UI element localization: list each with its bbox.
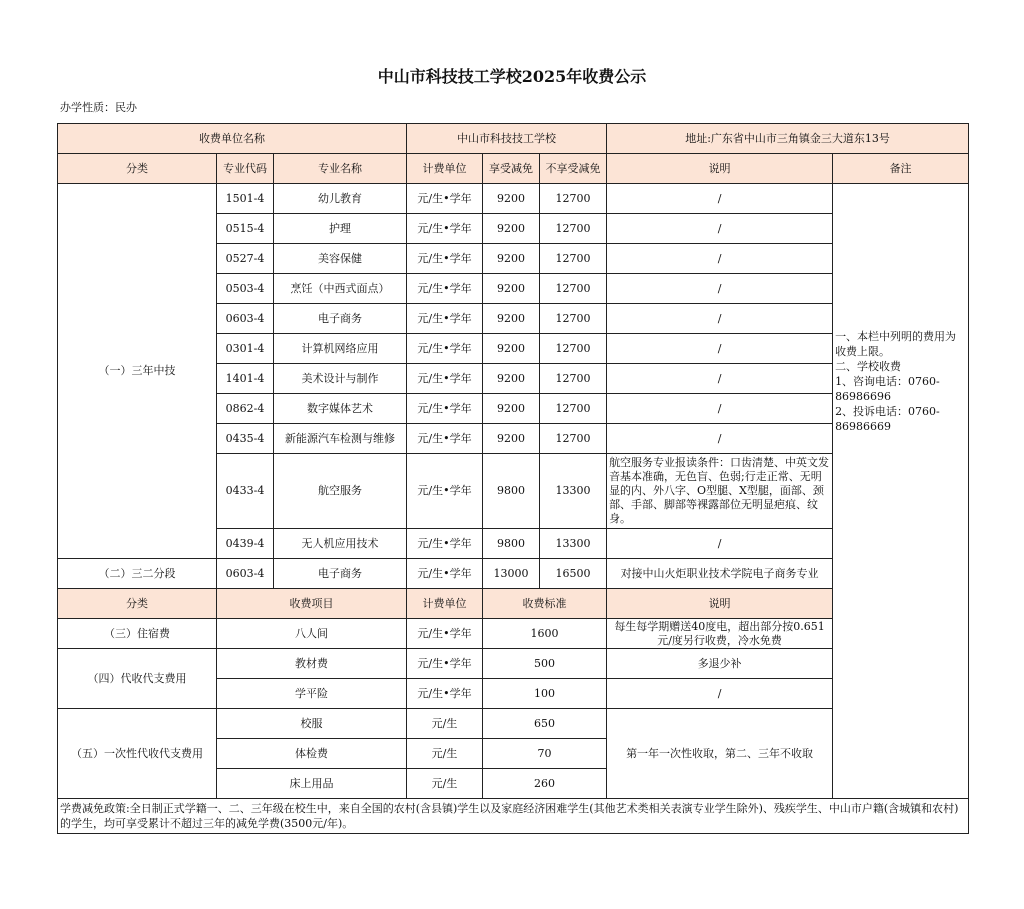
not-reduced-fee: 12700 (540, 364, 607, 394)
fee-reduction-policy: 学费减免政策:全日制正式学籍一、二、三年级在校生中，来自全国的农村(含县镇)学生以及家庭经济困难学生(其他艺术类相关表演专业学生除外)、残疾学生、中山市户籍(含城镇和农村)的学生，均可享受累计不超过三年的减免学费(3500元/年)。 (58, 799, 969, 834)
billing-unit: 元/生•学年 (407, 304, 483, 334)
not-reduced-fee: 16500 (540, 559, 607, 589)
fee-table (57, 123, 969, 834)
description: / (607, 334, 833, 364)
remark-notes: 一、本栏中列明的费用为收费上限。 二、学校收费 1、咨询电话：0760-86986696 2、投诉电话：0760-86986669 (833, 184, 969, 799)
policy-row (58, 799, 969, 834)
billing-unit: 元/生•学年 (407, 619, 483, 649)
billing-unit: 元/生 (407, 769, 483, 799)
col-reduced: 享受减免 (483, 154, 540, 184)
section-label: （四）代收代支费用 (58, 649, 217, 709)
reduced-fee: 9200 (483, 214, 540, 244)
major-code: 1401-4 (217, 364, 274, 394)
section-label: （二）三二分段 (58, 559, 217, 589)
reduced-fee: 9200 (483, 394, 540, 424)
billing-unit: 元/生•学年 (407, 679, 483, 709)
billing-unit: 元/生•学年 (407, 529, 483, 559)
description: / (607, 304, 833, 334)
fee-item: 教材费 (217, 649, 407, 679)
col-category-2: 分类 (58, 589, 217, 619)
major-code: 0301-4 (217, 334, 274, 364)
major-name: 电子商务 (274, 304, 407, 334)
billing-unit: 元/生•学年 (407, 559, 483, 589)
not-reduced-fee: 12700 (540, 214, 607, 244)
reduced-fee: 13000 (483, 559, 540, 589)
major-code: 0862-4 (217, 394, 274, 424)
col-remark: 备注 (833, 154, 969, 184)
reduced-fee: 9200 (483, 304, 540, 334)
billing-unit: 元/生•学年 (407, 184, 483, 214)
col-item: 收费项目 (217, 589, 407, 619)
fee-item: 校服 (217, 709, 407, 739)
major-name: 电子商务 (274, 559, 407, 589)
major-code: 0439-4 (217, 529, 274, 559)
description: / (607, 424, 833, 454)
major-code: 0503-4 (217, 274, 274, 304)
table-row (58, 649, 969, 679)
table-row (58, 619, 969, 649)
billing-unit: 元/生•学年 (407, 274, 483, 304)
not-reduced-fee: 12700 (540, 184, 607, 214)
billing-unit: 元/生•学年 (407, 649, 483, 679)
school-nature: 办学性质：民办 (60, 101, 137, 114)
column-header-row-2 (58, 589, 969, 619)
billing-unit: 元/生•学年 (407, 214, 483, 244)
description: / (607, 274, 833, 304)
description: / (607, 244, 833, 274)
page-title: 中山市科技技工学校2025年收费公示 (377, 67, 647, 86)
col-standard: 收费标准 (483, 589, 607, 619)
unit-label: 收费单位名称 (58, 124, 407, 154)
description: / (607, 394, 833, 424)
fee-item: 八人间 (217, 619, 407, 649)
description: / (607, 214, 833, 244)
section-label: （五）一次性代收代支费用 (58, 709, 217, 799)
billing-unit: 元/生•学年 (407, 364, 483, 394)
billing-unit: 元/生 (407, 709, 483, 739)
not-reduced-fee: 12700 (540, 274, 607, 304)
description: 多退少补 (607, 649, 833, 679)
reduced-fee: 9200 (483, 424, 540, 454)
major-name: 数字媒体艺术 (274, 394, 407, 424)
description: 每生每学期赠送40度电，超出部分按0.651元/度另行收费，冷水免费 (607, 619, 833, 649)
col-not-reduced: 不享受减免 (540, 154, 607, 184)
major-name: 新能源汽车检测与维修 (274, 424, 407, 454)
major-code: 0603-4 (217, 559, 274, 589)
billing-unit: 元/生•学年 (407, 394, 483, 424)
not-reduced-fee: 13300 (540, 529, 607, 559)
not-reduced-fee: 12700 (540, 304, 607, 334)
billing-unit: 元/生 (407, 739, 483, 769)
major-name: 护理 (274, 214, 407, 244)
not-reduced-fee: 13300 (540, 454, 607, 529)
fee-standard: 650 (483, 709, 607, 739)
address: 地址:广东省中山市三角镇金三大道东13号 (607, 124, 969, 154)
reduced-fee: 9200 (483, 364, 540, 394)
description: 对接中山火炬职业技术学院电子商务专业 (607, 559, 833, 589)
fee-standard: 1600 (483, 619, 607, 649)
reduced-fee: 9200 (483, 274, 540, 304)
unit-name: 中山市科技技工学校 (407, 124, 607, 154)
not-reduced-fee: 12700 (540, 394, 607, 424)
description: / (607, 364, 833, 394)
not-reduced-fee: 12700 (540, 334, 607, 364)
description: / (607, 529, 833, 559)
column-header-row (58, 154, 969, 184)
reduced-fee: 9200 (483, 334, 540, 364)
not-reduced-fee: 12700 (540, 244, 607, 274)
col-major: 专业名称 (274, 154, 407, 184)
major-name: 美术设计与制作 (274, 364, 407, 394)
col-unit: 计费单位 (407, 154, 483, 184)
col-code: 专业代码 (217, 154, 274, 184)
reduced-fee: 9800 (483, 529, 540, 559)
reduced-fee: 9200 (483, 184, 540, 214)
description: / (607, 184, 833, 214)
unit-header-row (58, 124, 969, 154)
fee-standard: 100 (483, 679, 607, 709)
major-name: 航空服务 (274, 454, 407, 529)
billing-unit: 元/生•学年 (407, 334, 483, 364)
fee-item: 体检费 (217, 739, 407, 769)
col-desc-2: 说明 (607, 589, 833, 619)
description: / (607, 679, 833, 709)
not-reduced-fee: 12700 (540, 424, 607, 454)
fee-item: 床上用品 (217, 769, 407, 799)
section-label: （一）三年中技 (58, 184, 217, 559)
major-name: 计算机网络应用 (274, 334, 407, 364)
major-name: 无人机应用技术 (274, 529, 407, 559)
major-code: 0515-4 (217, 214, 274, 244)
major-code: 0433-4 (217, 454, 274, 529)
table-row (58, 184, 969, 214)
description: 航空服务专业报读条件：口齿清楚、中英文发音基本准确，无色盲、色弱;行走正常、无明显的内、外八字、O型腿、X型腿，面部、颈部、手部、脚部等裸露部位无明显疤痕、纹身。 (607, 454, 833, 529)
major-code: 0603-4 (217, 304, 274, 334)
major-code: 0527-4 (217, 244, 274, 274)
col-desc: 说明 (607, 154, 833, 184)
table-row (58, 559, 969, 589)
fee-item: 学平险 (217, 679, 407, 709)
billing-unit: 元/生•学年 (407, 244, 483, 274)
section-label: （三）住宿费 (58, 619, 217, 649)
major-name: 烹饪（中西式面点） (274, 274, 407, 304)
reduced-fee: 9200 (483, 244, 540, 274)
col-category: 分类 (58, 154, 217, 184)
billing-unit: 元/生•学年 (407, 424, 483, 454)
major-code: 1501-4 (217, 184, 274, 214)
fee-standard: 260 (483, 769, 607, 799)
table-row (58, 709, 969, 739)
major-name: 幼儿教育 (274, 184, 407, 214)
description: 第一年一次性收取，第二、三年不收取 (607, 709, 833, 799)
major-code: 0435-4 (217, 424, 274, 454)
fee-standard: 500 (483, 649, 607, 679)
reduced-fee: 9800 (483, 454, 540, 529)
fee-standard: 70 (483, 739, 607, 769)
major-name: 美容保健 (274, 244, 407, 274)
billing-unit: 元/生•学年 (407, 454, 483, 529)
col-unit-2: 计费单位 (407, 589, 483, 619)
